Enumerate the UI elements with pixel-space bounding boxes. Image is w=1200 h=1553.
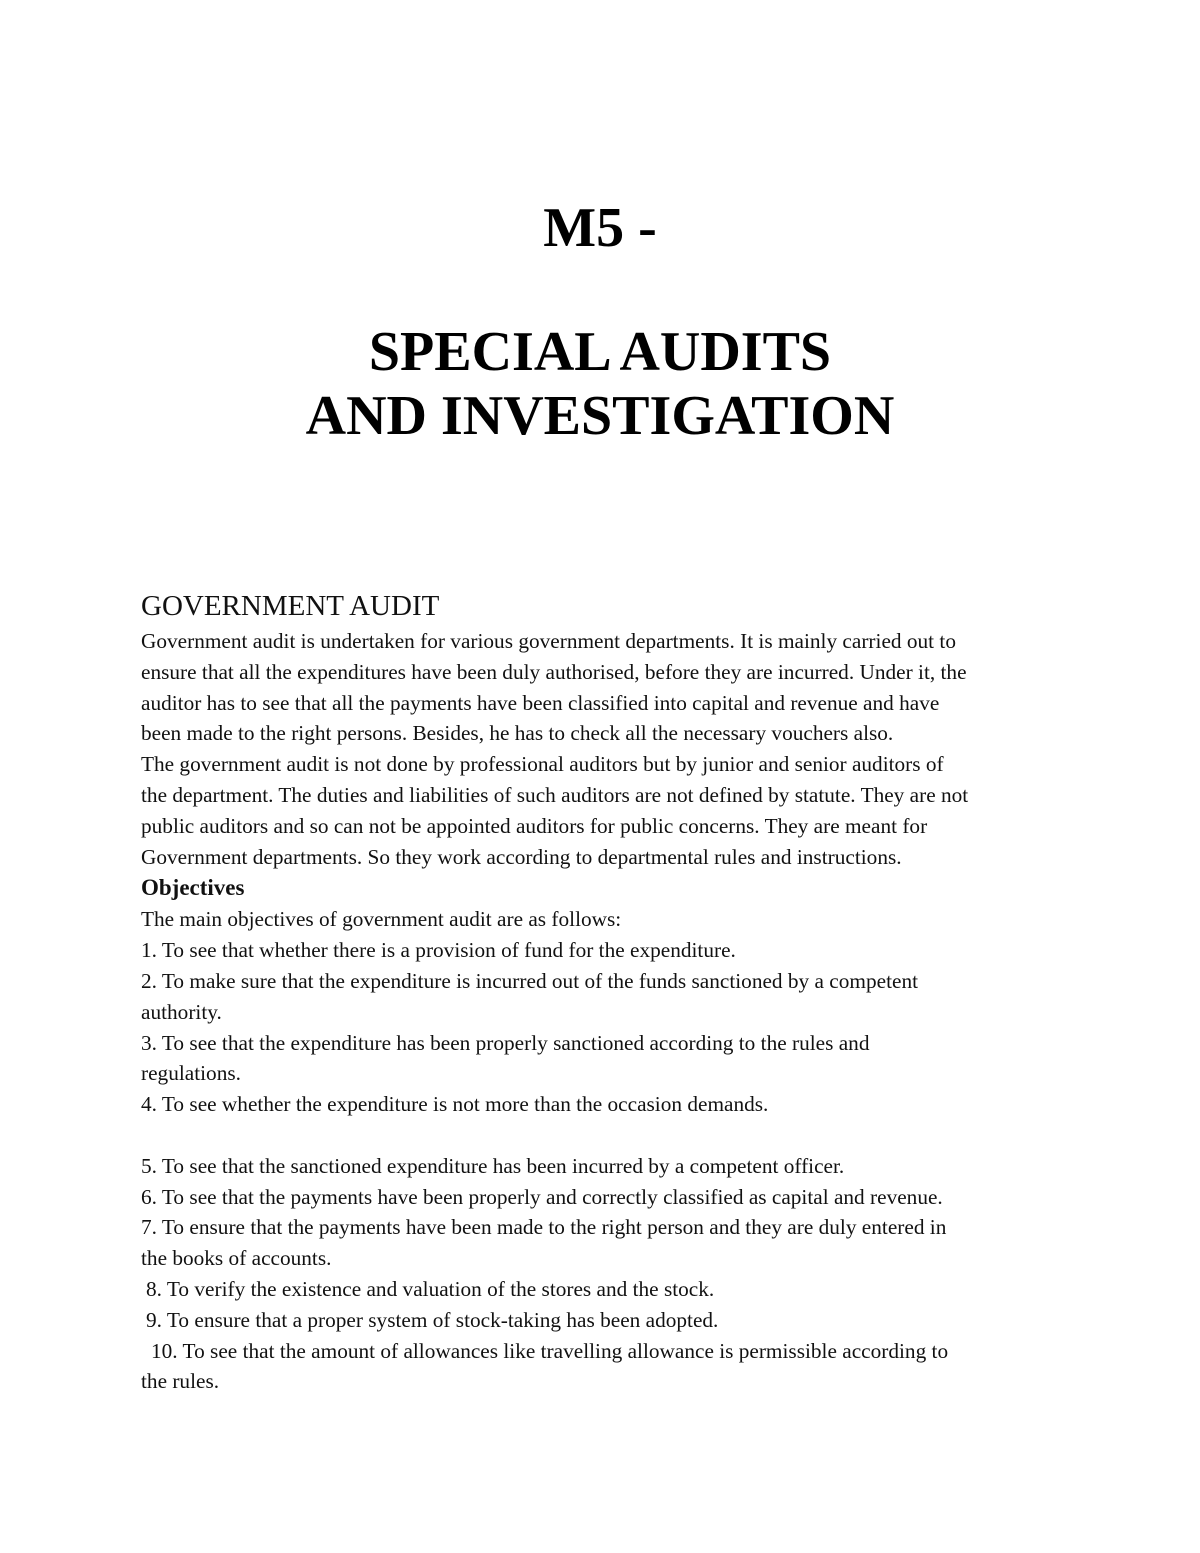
module-code: M5 - [543,197,657,259]
paragraph-2 [141,749,1071,872]
main-content [141,586,1071,1397]
objective-line: 5. To see that the sanctioned expenditure has been incurred by a competent officer. [141,1153,845,1178]
objective-line: the books of accounts. [141,1246,332,1271]
paragraph-line: public auditors and so can not be appointed auditors for public concerns. They are meant for [141,813,928,838]
objective-line: 6. To see that the payments have been properly and correctly classified as capital and revenue. [141,1184,943,1209]
paragraph-line: ensure that all the expenditures have been duly authorised, before they are incurred. Under it, the [141,659,967,684]
objective-line: 1. To see that whether there is a provision of fund for the expenditure. [141,938,736,963]
objective-line: 10. To see that the amount of allowances like travelling allowance is permissible according to [151,1338,949,1363]
paragraph-line: The government audit is not done by professional auditors but by junior and senior auditors of [141,752,944,777]
objectives-list [141,935,1071,1397]
objective-line: 8. To verify the existence and valuation of the stores and the stock. [146,1276,715,1301]
objective-line: authority. [141,999,222,1024]
title-line-1: SPECIAL AUDITS [368,321,832,383]
objective-line: 7. To ensure that the payments have been made to the right person and they are duly entered in [141,1215,947,1240]
objective-line: 2. To make sure that the expenditure is incurred out of the funds sanctioned by a competent [141,968,919,993]
section-heading: GOVERNMENT AUDIT [141,590,440,622]
blank-line [141,1120,1071,1151]
objective-line: regulations. [141,1061,241,1086]
objectives-intro: The main objectives of government audit are as follows: [141,907,622,932]
paragraph-line: the department. The duties and liabilities of such auditors are not defined by statute. They are not [141,782,969,807]
paragraph-1 [141,626,1071,749]
paragraph-line: auditor has to see that all the payments have been classified into capital and revenue and have [141,690,940,715]
paragraph-line: Government audit is undertaken for various government departments. It is mainly carried out to [141,629,956,653]
objective-line: 3. To see that the expenditure has been properly sanctioned according to the rules and [141,1030,870,1055]
paragraph-line: been made to the right persons. Besides, he has to check all the necessary vouchers also. [141,721,894,746]
document-title [0,320,1200,448]
title-line-2: AND INVESTIGATION [305,385,895,447]
objective-line: the rules. [141,1369,220,1394]
paragraph-line: Government departments. So they work according to departmental rules and instructions. [141,844,902,869]
objective-line: 9. To ensure that a proper system of stock-taking has been adopted. [146,1307,719,1332]
objective-line: 4. To see whether the expenditure is not more than the occasion demands. [141,1092,769,1117]
objectives-heading: Objectives [141,875,245,901]
